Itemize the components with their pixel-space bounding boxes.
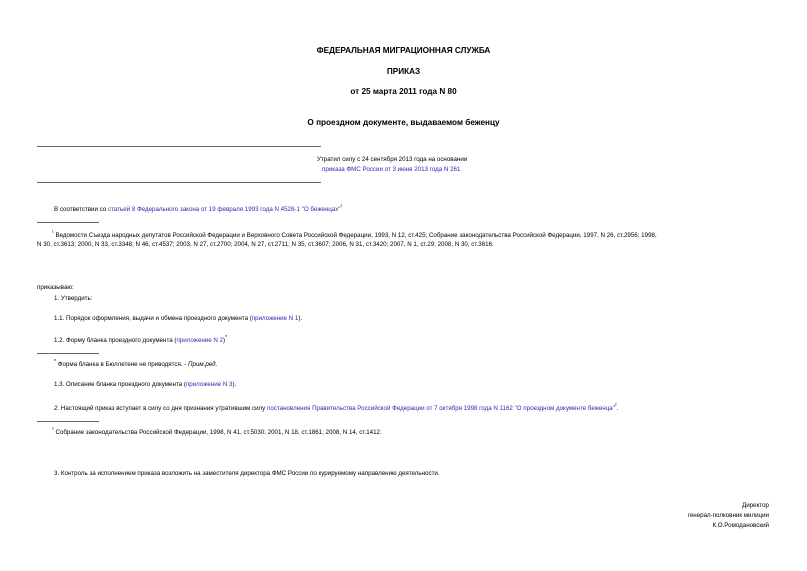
appendix-2-link[interactable]: приложение N 2: [176, 337, 223, 345]
agency-name: ФЕДЕРАЛЬНАЯ МИГРАЦИОННАЯ СЛУЖБА: [316, 46, 491, 55]
item-1-1: [54, 316, 302, 322]
note-ref: *: [225, 335, 228, 341]
divider-top: [37, 146, 321, 147]
footnote-1-marker: ¹: [52, 230, 54, 236]
item-2-text: Настоящий приказ вступает в силу со дня признания утратившим силу: [59, 405, 267, 413]
editor-note-marker: *: [54, 359, 57, 365]
signature-position: Директор: [742, 502, 769, 509]
footnote-1-line-1: [52, 231, 657, 239]
document-title: О проездном документе, выдаваемом беженцу: [307, 118, 500, 127]
item-1-1-end: ).: [298, 315, 303, 322]
footnote-divider-3: [37, 421, 99, 422]
footnote-2-marker: ²: [52, 427, 54, 433]
item-1-2-text: 1.2. Форму бланка проездного документа (: [54, 337, 177, 345]
item-2-end: .: [616, 405, 619, 413]
footnote-ref-1: ¹: [340, 204, 343, 210]
order-word: приказываю:: [37, 284, 74, 291]
signature-name: К.О.Ромодановский: [712, 522, 769, 529]
divider-status: [37, 182, 321, 183]
item-1-3: [54, 382, 236, 388]
item-3: 3. Контроль за исполнением приказа возложить на заместителя директора ФМС России по курируемому направлению деятельности.: [54, 470, 440, 477]
item-1-3-text: 1.3. Описание бланка проездного документа (: [54, 381, 186, 388]
law-link[interactable]: статьей 8 Федерального закона от 19 февраля 1993 года N 4528-1 "О беженцах": [107, 206, 341, 214]
item-1-3-end: ).: [232, 381, 237, 388]
status-link[interactable]: приказа ФМС России от 3 июня 2013 года N 261: [322, 166, 461, 173]
status-text: Утратил силу с 24 сентября 2013 года на основании: [317, 156, 468, 163]
footnote-2: [52, 428, 382, 436]
resolution-link[interactable]: постановления Правительства Российской Федерации от 7 октября 1998 года N 1162 "О проездном документе беженца": [266, 405, 615, 413]
preamble: [54, 205, 342, 213]
footnote-1-line-2: N 30, ст.3613; 2000, N 33, ст.3348; N 46, ст.4537; 2003, N 27, ст.2700; 2004, N 27, ст.2711; N 35, ст.3607; 2006, N 31, ст.3420; 2007, N 1, ст.29; 2008, N 30, ст.3616.: [37, 241, 494, 248]
item-1-2-end: ): [223, 337, 226, 345]
signature-rank: генерал-полковник милиции: [687, 512, 769, 519]
footnote-divider-2: [37, 353, 99, 354]
item-1-2: [54, 336, 227, 344]
footnote-divider-1: [37, 222, 99, 223]
editor-note: [54, 360, 217, 368]
item-2-number: 2.: [54, 405, 60, 413]
item-2: [54, 404, 618, 412]
item-1: 1. Утвердить:: [54, 295, 93, 302]
document-type: ПРИКАЗ: [386, 67, 421, 76]
appendix-3-link[interactable]: приложение N 3: [185, 381, 233, 388]
item-1-1-text: 1.1. Порядок оформления, выдачи и обмена проездного документа (: [54, 315, 252, 322]
footnote-1-text: Ведомости Съезда народных депутатов Российской Федерации и Верховного Совета Российской Федерации, 1993, N 12, ст.425; Собрание законодательства Российской Федерации, 1997, N 26, ст.2956; 1998,: [53, 232, 657, 240]
footnote-2-text: Собрание законодательства Российской Федерации, 1998, N 41, ст.5030; 2001, N 18, ст.1861; 2008, N 14, ст.1412.: [53, 429, 382, 437]
appendix-1-link[interactable]: приложение N 1: [251, 315, 299, 322]
editor-note-italic: Прим.ред.: [188, 361, 218, 369]
footnote-ref-2: ²: [614, 403, 617, 409]
document-date-number: от 25 марта 2011 года N 80: [350, 87, 457, 96]
preamble-text: В соответствии со: [54, 206, 108, 214]
editor-note-text: Форма бланка в Бюллетене не приводятся. -: [56, 361, 189, 369]
